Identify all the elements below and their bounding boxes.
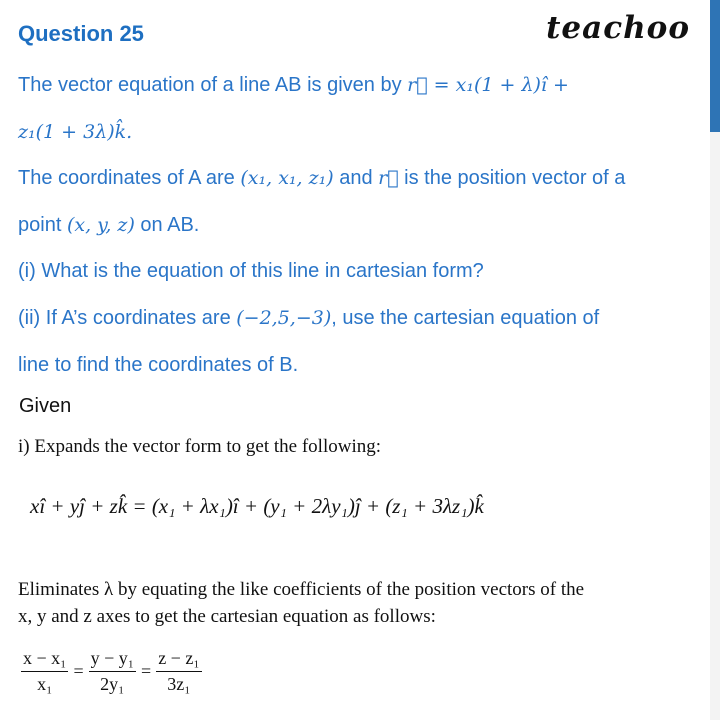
vector-equation-part-2: z₁(1 + 3λ)k̂.	[18, 120, 133, 143]
question-line-3	[18, 155, 708, 202]
eliminate-line-1: Eliminates λ by equating the like coefficients of the position vectors of the	[18, 579, 585, 600]
question-line-4	[18, 202, 708, 249]
given-label: Given	[19, 395, 72, 417]
question-part-i: (i) What is the equation of this line in cartesian form?	[18, 260, 484, 283]
scrollbar-thumb[interactable]	[710, 0, 720, 132]
teachoo-logo: teachoo	[546, 10, 690, 46]
eliminate-text	[18, 576, 708, 630]
question-part-ii	[18, 295, 708, 342]
fraction-y-numerator: y − y₁	[89, 648, 136, 672]
question-line-4-post: on AB.	[134, 213, 200, 236]
fraction-y-denominator: 2y₁	[100, 674, 125, 694]
fraction-z-numerator: z − z₁	[156, 648, 201, 672]
position-vector: r⃗	[378, 167, 399, 190]
fraction-z-denominator: 3z₁	[167, 674, 191, 694]
fraction-x	[21, 648, 68, 695]
vector-equation-part-1: r⃗ = x₁(1 + λ)î +	[407, 74, 569, 96]
expanded-vector-equation: xî + yĵ + zk̂ = (x₁ + λx₁)î + (y₁ + 2λy₁)ĵ + (z₁ + 3λz₁)k̂	[30, 494, 484, 518]
fraction-x-denominator: x₁	[37, 674, 53, 694]
part-ii-pre: (ii) If A’s coordinates are	[18, 306, 237, 329]
part-ii-post: , use the cartesian equation of	[331, 306, 600, 329]
question-part-ii-cont: line to find the coordinates of B.	[18, 353, 299, 376]
coordinates-a: (x₁, x₁, z₁)	[240, 167, 334, 190]
question-line-3-post: is the position vector of a	[398, 167, 626, 190]
question-line-1-text: The vector equation of a line AB is given by	[18, 74, 408, 96]
equals-sign: =	[73, 661, 84, 681]
question-line-4-pre: point	[18, 213, 67, 236]
a-coordinates-values: (−2,5,−3)	[236, 306, 332, 329]
fraction-z	[156, 648, 201, 695]
question-line-1	[18, 62, 708, 109]
fraction-x-numerator: x − x₁	[21, 648, 68, 672]
eliminate-line-2: x, y and z axes to get the cartesian equation as follows:	[18, 606, 436, 627]
equals-sign: =	[141, 661, 152, 681]
point-xyz: (x, y, z)	[66, 213, 135, 236]
cartesian-equation	[18, 648, 205, 695]
expand-text: i) Expands the vector form to get the following:	[18, 436, 382, 457]
question-text	[18, 62, 708, 388]
question-line-3-pre: The coordinates of A are	[18, 167, 241, 190]
question-line-2	[18, 109, 708, 156]
question-title: Question 25	[18, 21, 144, 46]
question-line-3-mid: and	[333, 167, 379, 190]
fraction-y	[89, 648, 136, 695]
